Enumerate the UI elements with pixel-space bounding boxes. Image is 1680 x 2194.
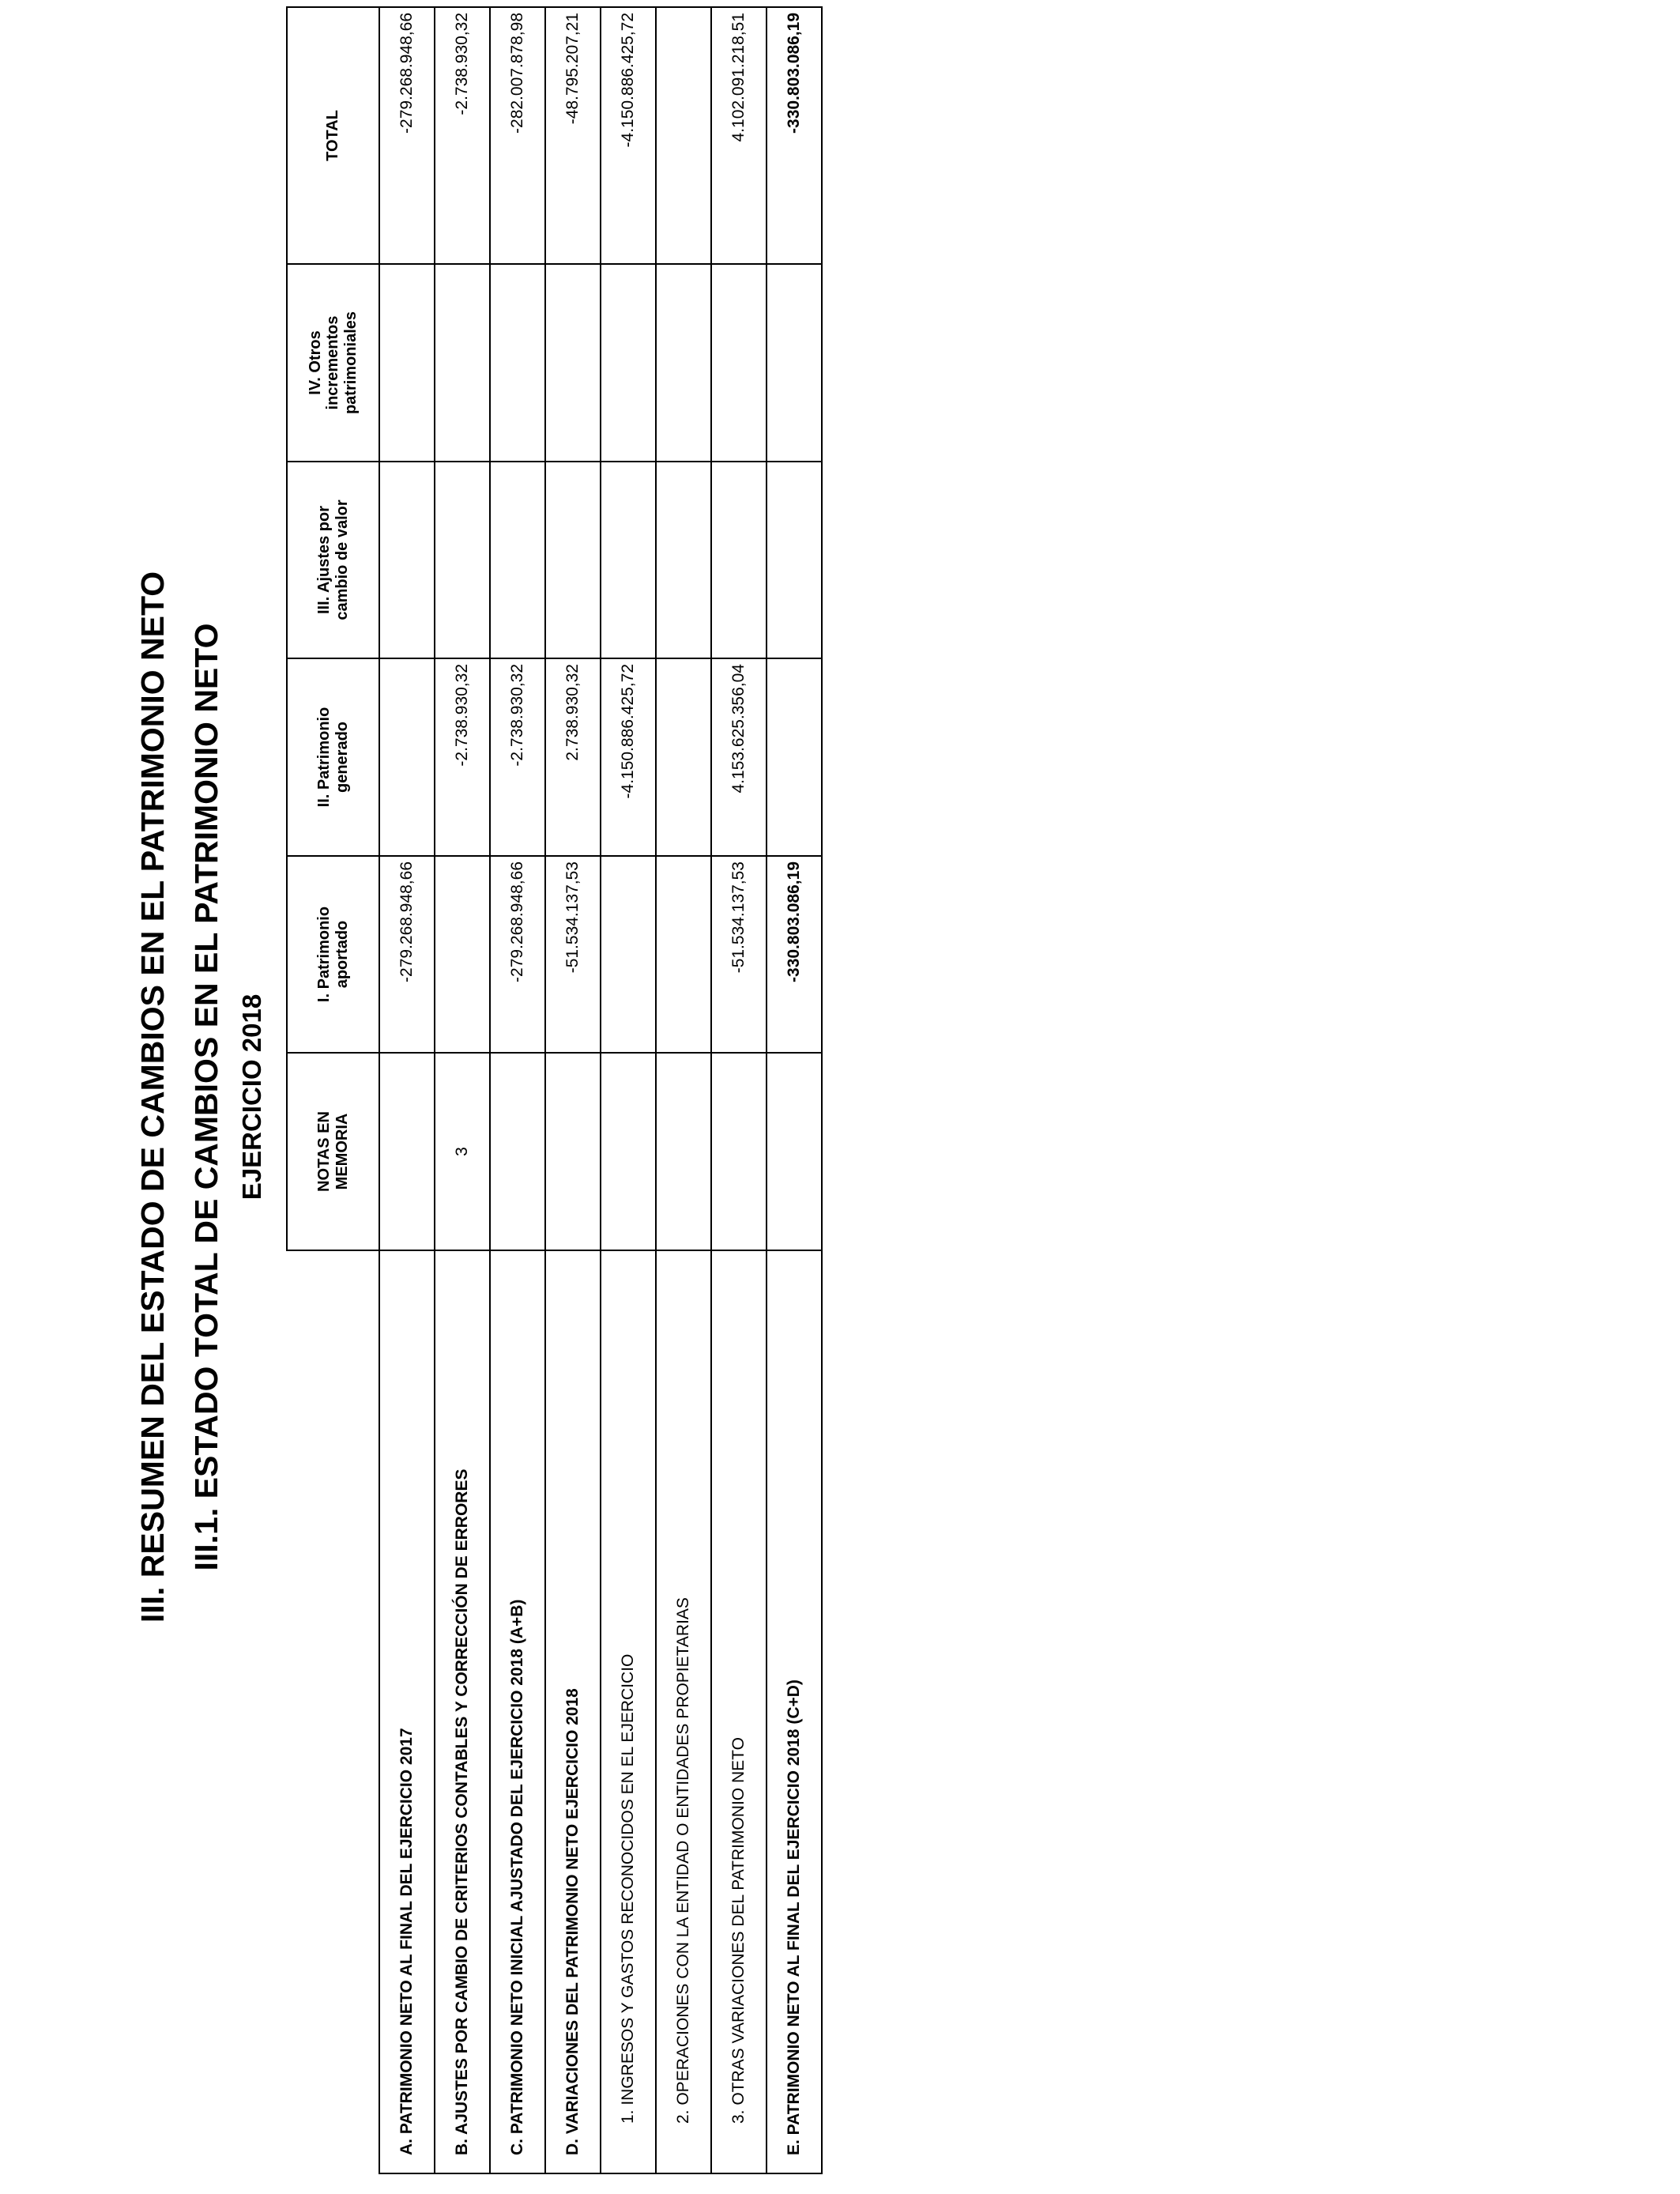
table-row-b bbox=[435, 7, 490, 2173]
header-c3-line1: III. Ajustes por bbox=[315, 505, 333, 615]
row-label: 2. OPERACIONES CON LA ENTIDAD O ENTIDADES PROPIETARIAS bbox=[656, 1250, 711, 2173]
cell-total: -48.795.207,21 bbox=[545, 7, 601, 264]
header-concept bbox=[287, 1250, 379, 2173]
cell-notas: 3 bbox=[435, 1053, 490, 1250]
cell-patrimonio-generado bbox=[656, 658, 711, 856]
table-row-d2 bbox=[656, 7, 711, 2173]
cell-patrimonio-aportado: -279.268.948,66 bbox=[490, 856, 545, 1053]
header-c2-line2: generado bbox=[333, 721, 351, 794]
row-label: 1. INGRESOS Y GASTOS RECONOCIDOS EN EL EJERCICIO bbox=[601, 1250, 656, 2173]
table-row-d bbox=[545, 7, 601, 2173]
cell-notas bbox=[656, 1053, 711, 1250]
header-otros-incrementos bbox=[287, 264, 379, 462]
year-title: EJERCICIO 2018 bbox=[237, 993, 266, 1201]
cell-patrimonio-generado: -2.738.930,32 bbox=[435, 658, 490, 856]
cell-patrimonio-generado: 2.738.930,32 bbox=[545, 658, 601, 856]
row-label: A. PATRIMONIO NETO AL FINAL DEL EJERCICIO 2017 bbox=[379, 1250, 435, 2173]
header-total: TOTAL bbox=[287, 7, 379, 264]
cell-patrimonio-aportado bbox=[601, 856, 656, 1053]
cell-patrimonio-aportado: -330.803.086,19 bbox=[767, 856, 822, 1053]
cell-total: -2.738.930,32 bbox=[435, 7, 490, 264]
header-c3-line2: cambio de valor bbox=[333, 499, 351, 620]
header-c4-line3: patrimoniales bbox=[341, 311, 360, 415]
cell-otros-incrementos bbox=[490, 264, 545, 462]
cell-total: -282.007.878,98 bbox=[490, 7, 545, 264]
header-c1-line1: I. Patrimonio bbox=[315, 906, 333, 1003]
cell-total: -279.268.948,66 bbox=[379, 7, 435, 264]
cell-otros-incrementos bbox=[767, 264, 822, 462]
header-notas-line2: MEMORIA bbox=[333, 1113, 351, 1190]
cell-otros-incrementos bbox=[435, 264, 490, 462]
cell-patrimonio-aportado: -51.534.137,53 bbox=[711, 856, 767, 1053]
row-label: B. AJUSTES POR CAMBIO DE CRITERIOS CONTABLES Y CORRECCIÓN DE ERRORES bbox=[435, 1250, 490, 2173]
header-c4-line2: incrementos bbox=[324, 315, 342, 410]
cell-ajustes-valor bbox=[490, 462, 545, 658]
row-label: D. VARIACIONES DEL PATRIMONIO NETO EJERCICIO 2018 bbox=[545, 1250, 601, 2173]
header-c1-line2: aportado bbox=[333, 920, 351, 989]
cell-ajustes-valor bbox=[379, 462, 435, 658]
sub-title: III.1. ESTADO TOTAL DE CAMBIOS EN EL PATRIMONIO NETO bbox=[188, 623, 224, 1571]
cell-ajustes-valor bbox=[656, 462, 711, 658]
header-notas bbox=[287, 1053, 379, 1250]
cell-patrimonio-aportado bbox=[435, 856, 490, 1053]
header-patrimonio-generado bbox=[287, 658, 379, 856]
cell-notas bbox=[545, 1053, 601, 1250]
cell-notas bbox=[490, 1053, 545, 1250]
table-row-e bbox=[767, 7, 822, 2173]
cell-patrimonio-aportado: -51.534.137,53 bbox=[545, 856, 601, 1053]
cell-notas bbox=[379, 1053, 435, 1250]
cell-notas bbox=[767, 1053, 822, 1250]
cell-ajustes-valor bbox=[767, 462, 822, 658]
cell-patrimonio-generado: -2.738.930,32 bbox=[490, 658, 545, 856]
cell-notas bbox=[711, 1053, 767, 1250]
cell-otros-incrementos bbox=[711, 264, 767, 462]
header-notas-line1: NOTAS EN bbox=[315, 1111, 333, 1192]
cell-patrimonio-generado bbox=[767, 658, 822, 856]
header-ajustes-valor bbox=[287, 462, 379, 658]
row-label: E. PATRIMONIO NETO AL FINAL DEL EJERCICIO 2018 (C+D) bbox=[767, 1250, 822, 2173]
cell-patrimonio-aportado bbox=[656, 856, 711, 1053]
cell-otros-incrementos bbox=[545, 264, 601, 462]
main-title: III. RESUMEN DEL ESTADO DE CAMBIOS EN EL PATRIMONIO NETO bbox=[134, 571, 171, 1623]
cell-ajustes-valor bbox=[711, 462, 767, 658]
cell-total: -4.150.886.425,72 bbox=[601, 7, 656, 264]
row-label: 3. OTRAS VARIACIONES DEL PATRIMONIO NETO bbox=[711, 1250, 767, 2173]
header-c4-line1: IV. Otros bbox=[306, 330, 324, 395]
table-row-c bbox=[490, 7, 545, 2173]
cell-notas bbox=[601, 1053, 656, 1250]
table-row-d1 bbox=[601, 7, 656, 2173]
cell-total bbox=[656, 7, 711, 264]
cell-otros-incrementos bbox=[379, 264, 435, 462]
cell-ajustes-valor bbox=[545, 462, 601, 658]
table-row-a bbox=[379, 7, 435, 2173]
cell-otros-incrementos bbox=[601, 264, 656, 462]
cell-total: 4.102.091.218,51 bbox=[711, 7, 767, 264]
cell-otros-incrementos bbox=[656, 264, 711, 462]
cell-patrimonio-generado: 4.153.625.356,04 bbox=[711, 658, 767, 856]
cell-patrimonio-generado bbox=[379, 658, 435, 856]
cell-ajustes-valor bbox=[435, 462, 490, 658]
row-label: C. PATRIMONIO NETO INICIAL AJUSTADO DEL EJERCICIO 2018 (A+B) bbox=[490, 1250, 545, 2173]
header-patrimonio-aportado bbox=[287, 856, 379, 1053]
cell-ajustes-valor bbox=[601, 462, 656, 658]
cell-patrimonio-aportado: -279.268.948,66 bbox=[379, 856, 435, 1053]
equity-changes-table bbox=[286, 6, 823, 2174]
table-header-row bbox=[287, 7, 379, 2173]
cell-patrimonio-generado: -4.150.886.425,72 bbox=[601, 658, 656, 856]
header-c2-line1: II. Patrimonio bbox=[315, 707, 333, 808]
cell-total: -330.803.086,19 bbox=[767, 7, 822, 264]
table-row-d3 bbox=[711, 7, 767, 2173]
